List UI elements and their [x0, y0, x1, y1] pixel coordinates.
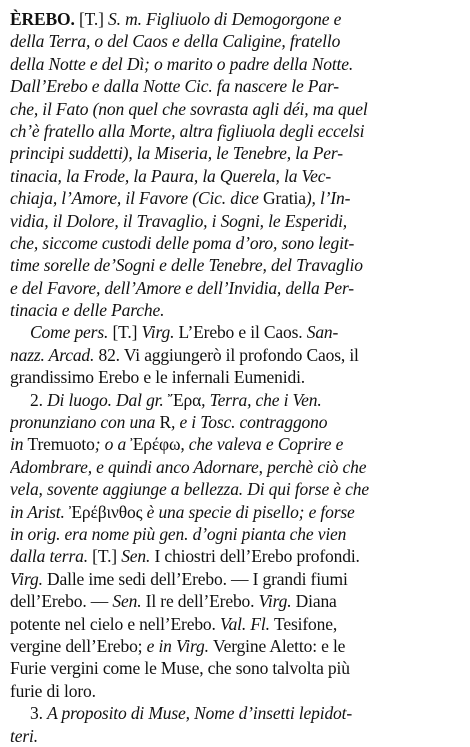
entry-text: A proposito di Muse, Nome d’insetti lepidot-	[47, 703, 353, 724]
entry-line	[10, 75, 460, 97]
entry-text: che, il Fato (non quel che sovrasta agli déi, ma quel	[10, 98, 368, 119]
entry-text: potente nel cielo e nell’Erebo.	[10, 613, 220, 634]
entry-text: Sen.	[112, 591, 146, 612]
entry-line	[10, 210, 460, 232]
entry-text: Tesifone,	[274, 613, 338, 634]
entry-line	[10, 523, 460, 545]
entry-text: Il re dell’Erebo.	[145, 591, 259, 612]
entry-text: Diana	[295, 591, 337, 612]
entry-text: ), l’In-	[305, 188, 351, 209]
entry-line	[10, 568, 460, 590]
entry-line	[10, 702, 460, 724]
entry-text: [T.]	[112, 322, 142, 343]
entry-line	[10, 501, 460, 523]
entry-line	[10, 344, 460, 366]
entry-text: chiaja, l’Amore, il Favore (Cic. dice	[10, 188, 263, 209]
entry-text: pronunziano con una	[10, 412, 160, 433]
entry-text: nazz. Arcad.	[10, 344, 99, 365]
entry-line	[10, 389, 460, 411]
entry-text: vergine dell’Erebo;	[10, 635, 147, 656]
entry-line	[10, 120, 460, 142]
entry-line	[10, 8, 460, 30]
entry-line	[10, 232, 460, 254]
entry-line	[10, 433, 460, 455]
entry-line	[10, 590, 460, 612]
entry-text: della Terra, o del Caos e della Caligine, fratello	[10, 31, 341, 52]
entry-text: Virg.	[258, 591, 296, 612]
entry-line	[10, 98, 460, 120]
entry-text: San-	[306, 322, 339, 343]
entry-line	[10, 725, 460, 747]
entry-text: Virg.	[10, 568, 48, 589]
entry-text: , Terra, che i Ven.	[201, 389, 322, 410]
entry-text: Dall’Erebo e dalla Notte Cic. fa nascere le Par-	[10, 76, 339, 97]
entry-text: furie di loro.	[10, 680, 96, 701]
entry-text: vela, sovente aggiunge a bellezza. Di qui forse è che	[10, 479, 369, 500]
entry-text: ch’è fratello alla Morte, altra figliuola degli eccelsi	[10, 120, 365, 141]
entry-line	[10, 411, 460, 433]
entry-text: e in Virg.	[146, 635, 214, 656]
entry-text: principi suddetti), la Miseria, le Tenebre, la Per-	[10, 143, 343, 164]
entry-text: 2.	[30, 389, 48, 410]
entry-text: Furie vergini come le Muse, che sono talvolta più	[10, 658, 350, 679]
entry-line	[10, 478, 460, 500]
headword: ÈREBO.	[10, 9, 75, 29]
entry-text: Sen.	[121, 546, 155, 567]
entry-text: time sorelle de’Sogni e delle Tenebre, del Travaglio	[10, 255, 363, 276]
entry-text: 82. Vi aggiungerò il profondo Caos, il	[98, 344, 359, 365]
entry-text: grandissimo Erebo e le infernali Eumenidi.	[10, 367, 306, 388]
entry-text: in	[10, 434, 28, 455]
entry-text: Tremuoto	[27, 434, 95, 455]
entry-text: è una specie di pisello; e forse	[142, 501, 355, 522]
entry-text: tinacia, la Frode, la Paura, la Querela, la Vec-	[10, 165, 332, 186]
entry-text: Virg.	[141, 322, 179, 343]
entry-text: vidia, il Dolore, il Travaglio, i Sogni, le Esperidi,	[10, 210, 348, 231]
entry-line	[10, 277, 460, 299]
entry-line	[10, 299, 460, 321]
entry-text: R	[159, 412, 172, 433]
entry-line	[10, 613, 460, 635]
entry-line	[10, 30, 460, 52]
entry-text: teri.	[10, 725, 38, 746]
entry-text: Vergine Aletto: e le	[213, 635, 346, 656]
entry-text: I chiostri dell’Erebo profondi.	[154, 546, 360, 567]
entry-line	[10, 635, 460, 657]
entry-text: in orig. era nome più gen. d’ogni pianta che vien	[10, 523, 347, 544]
entry-text: Come pers.	[30, 322, 113, 343]
entry-text: della Notte e del Dì; o marito o padre della Notte.	[10, 53, 354, 74]
entry-line	[10, 456, 460, 478]
entry-text: [T.]	[92, 546, 122, 567]
entry-text: Gratia	[263, 188, 306, 209]
entry-line	[10, 366, 460, 388]
entry-line	[10, 187, 460, 209]
entry-line	[10, 254, 460, 276]
entry-text: ; o a	[94, 434, 131, 455]
entry-text: S. m. Figliuolo di Demogorgone e	[108, 9, 342, 29]
entry-text: [T.]	[74, 9, 109, 29]
dictionary-entry-erebo	[10, 8, 460, 747]
entry-text: Ἐρέβινθος	[68, 501, 143, 522]
entry-line	[10, 53, 460, 75]
entry-text: Dalle ime sedi dell’Erebo. — I grandi fiumi	[47, 568, 348, 589]
entry-text: Val. Fl.	[219, 613, 275, 634]
entry-text: dalla terra.	[10, 546, 93, 567]
entry-text: , e i Tosc. contraggono	[171, 412, 328, 433]
entry-text: 3.	[30, 703, 48, 724]
entry-line	[10, 680, 460, 702]
entry-text: Di luogo. Dal gr.	[47, 389, 168, 410]
entry-line	[10, 657, 460, 679]
entry-text: Adombrare, e quindi anco Adornare, perchè ciò che	[10, 456, 367, 477]
entry-line	[10, 142, 460, 164]
entry-text: L’Erebo e il Caos.	[178, 322, 307, 343]
entry-text: e del Favore, dell’Amore e dell’Invidia, della Per-	[10, 277, 354, 298]
entry-line	[10, 545, 460, 567]
entry-text: , che valeva e Coprire e	[180, 434, 344, 455]
entry-text: dell’Erebo. —	[10, 591, 113, 612]
entry-text: Ἐρέφω	[130, 434, 181, 455]
entry-line	[10, 165, 460, 187]
entry-text: Ἔρα	[167, 389, 202, 410]
entry-text: in Arist.	[10, 501, 69, 522]
entry-text: che, siccome custodi delle poma d’oro, sono legit-	[10, 232, 355, 253]
entry-text: tinacia e delle Parche.	[10, 300, 165, 321]
entry-line	[10, 321, 460, 343]
